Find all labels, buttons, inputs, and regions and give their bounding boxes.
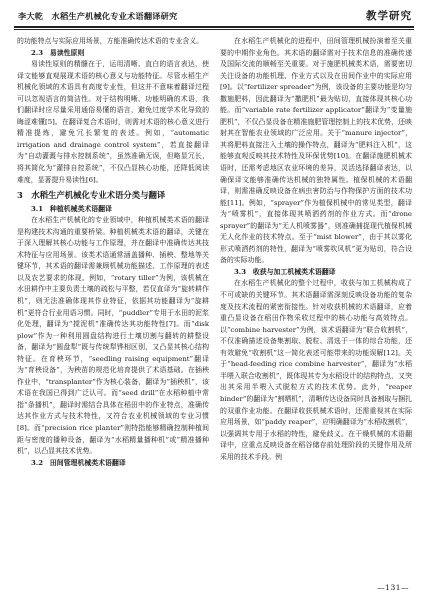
subsection-heading: 2.3 易读性原则 (31, 48, 85, 57)
left-column (17, 36, 209, 581)
paragraph: 在水稻生产机械化的进程中，田间管理机械扮演着至关重要的中期作业角色。其术语的翻译需对于技术信息的准确传递及国际交流的顺畅至关重要。对于施肥机械类术语，需要密切关注设备的功能机理、作业方式以及在田间作业中的实际应用[9]。以“fertilizer spreader”为例，该设备的主要功能是均匀撒施肥料，因此翻译为“撒肥机”最为贴切，直接体现其核心功能。而“variable rate fertilizer applicator”翻译为“变量施肥机”，不仅凸显设备在精准施肥管理控制上的技术优势，还映射其在智能农业领域的广泛应用。关于“manure injector”，其将肥料直接注入土壤的操作特点，翻译为“肥料注入机”，这能够直观反映其技术特性及环保优势[10]。在翻译施肥机械术语时，还需考虑地区农业环境的差异，灵活选择翻译表达，以确保译文能够准确传达机械的独特属性。植保机械的术语翻译，则需准确反映设备在病虫害防治与作物保护方面的技术功能[11]。例如，“sprayer”作为植保机械中的常见类型，翻译为“喷雾机”，直接体现其喷洒药剂的作业方式。而“drone sprayer”的翻译为“无人机喷雾器”，则准确捕捉现代植保机械无人化作业的技术特点。至于“mist blower”，由于其以雾化形式喷洒药剂的特性，翻译为“喷雾吹风机”更为贴切，符合设备的实际功能。 (220, 37, 412, 265)
paragraph: 在水稻生产机械化的整个过程中，收获与加工机械构成了不可或缺的关键环节。其术语翻译需深刻反映设备功能的复杂度及技术流程的紧密衔接性。针对收获机械的术语翻译，应着重凸显设备在稻田作物采收过程中的核心功能与高效特点。以“combine harvester”为例，该术语翻译为“联合收割机”，不仅准确描述设备集割取、脱粒、清选于一体的综合功能，还有效避免“收割机”这一简化表述可能带来的功能误解[12]。关于“head-feeding rice combine harvester”，翻译为“水稻半喂入联合收割机”，既体现其专为水稻设计的结构特点，又突出其采用半喂入式脱粒方式的技术优势。此外，“reaper binder”的翻译为“割晒机”，清晰传达设备同时具备割取与捆扎的双重作业功能。在翻译收获机械术语时，还需重视其在实际应用场景，如“paddy reaper”，应明确翻译为“水稻收割机”，以强调其专用于水稻的特性，避免歧义。在干燥机械的术语翻译中，应重点反映设备在稻谷储存前处理阶段的关键作用及所采用的技术手段。例 (220, 279, 412, 461)
subsection-heading: 3.3 收获与加工机械类术语翻译 (234, 267, 336, 276)
paragraph: 易读性原则的精髓在于，运用清晰、直白的语言表达，使译文能够直观展现术语的核心意义与功能特征。尽管水稻生产机械化领域的术语具有高度专业性，但这并不意味着翻译过程可以忽视语言的简洁性。对于结构明晰、功能明确的术语，我们翻译时应尽量采用通俗易懂的语言，避免过度学术化导致的晦涩难懂[5]。在翻译复合术语时，则需对术语的核心意义进行精准提炼，避免冗长繁复的表述。例如，“automatic irrigation and drainage control system”，若直接翻译为“自动灌溉与排水控制系统”，虽然准确无误，但略显冗长，将其简化为“灌排自控系统”，不仅凸显核心功能，还降低阅读难度，显著提升易读性[6]。 (17, 60, 209, 184)
header-rule-thick (14, 26, 414, 28)
running-title: 李大乾 水稻生产机械化专业术语翻译研究 (18, 11, 178, 21)
subsection-heading: 3.1 种植机械类术语翻译 (31, 204, 112, 213)
subsection-heading: 3.2 田间管理机械类术语翻译 (31, 458, 126, 467)
page-number: —131— (377, 583, 409, 592)
section-heading: 3 水稻生产机械化专业术语分类与翻译 (17, 190, 166, 201)
paragraph: 的功能特点与实际应用场景，方能准确传达术语的专业含义。 (17, 37, 204, 45)
section-label: 教学研究 (366, 10, 412, 22)
header-rule-thin (14, 29, 414, 30)
right-column (220, 36, 412, 581)
paragraph: 在水稻生产机械化的专业领域中，种植机械类术语的翻译是构建技术沟通的重要桥梁。种植机械类术语的翻译，关键在于深入理解其核心功能与工作原理，并在翻译中准确传达其技术特征与应用场景。该类术语通常涵盖播种、插秧、整地等关键环节，其术语的翻译需兼顾机械功能描述、工作原理的表述以及农艺要求的体现。例如，“rotary tiller”为例，该机械在水田耕作中主要负责土壤的疏松与平整，若仅直译为“旋转耕作机”，则无法准确体现其作业特征，依据其功能翻译为“旋耕机”更符合行业用语习惯。同时，“puddler”专用于水田的泥浆化处理，翻译为“搅泥机”准确传达其功能特性[7]。而“disk plow”作为一种利用圆盘结构进行土壤切割与翻转的耕整设备，翻译为“圆盘犁”既与传统犁铧相区别，又凸显其核心结构特征。在育秧环节，“seedling raising equipment”翻译为“育秧设备”，为秧苗的规范化培育提供了术语基础。在插秧作业中，“transplanter”作为核心装备，翻译为“插秧机”，该术语在我国已得到广泛认可。而“seed drill”在水稻种植中常指“条播机”，翻译时需结合具体在稻田中的作业特点，准确传达其作业方式与技术特性，又符合农业机械领域的专业习惯[8]。而“precision rice planter”则特指能够精确控制种植间距与密度的播种设备，翻译为“水稻精量播种机”或“精准播种机”，以凸显其技术优势。 (17, 216, 209, 456)
